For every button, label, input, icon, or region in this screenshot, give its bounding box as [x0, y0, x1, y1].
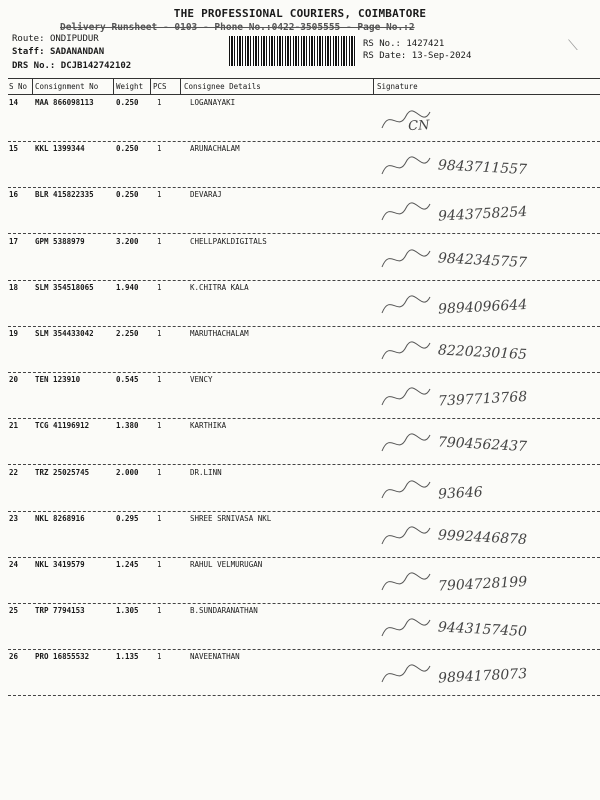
row-consignee: MARUTHACHALAM: [190, 329, 249, 338]
staff-value: SADANANDAN: [49, 47, 105, 57]
row-sno: 17: [9, 236, 19, 246]
table-row: [0, 190, 600, 236]
handwritten-signature: [378, 329, 600, 373]
signature-phone-text: 9443758254: [437, 204, 528, 225]
row-consignee: LOGANAYAKI: [190, 98, 236, 107]
row-pcs: 1: [157, 98, 162, 107]
col-header-pcs: PCS: [153, 82, 167, 91]
table-row: [0, 652, 600, 698]
row-consignee: DR.LINN: [190, 467, 222, 477]
row-divider: [8, 464, 600, 465]
signature-phone-text: CN: [407, 118, 430, 135]
rs-no-line: [363, 39, 444, 49]
row-divider: [8, 511, 600, 512]
row-weight: 2.000: [116, 467, 139, 477]
runsheet-subtitle: [60, 22, 415, 33]
signature-scribble: [382, 527, 430, 544]
row-consignment-no: TRP 7794153: [35, 606, 85, 616]
handwritten-signature: [378, 560, 600, 604]
signature-scribble: [382, 665, 430, 682]
row-consignment-no: SLM 354433042: [35, 329, 94, 338]
row-sno: 15: [9, 144, 19, 154]
row-weight: 0.295: [116, 513, 139, 523]
signature-phone-text: 8220230165: [437, 342, 528, 364]
handwritten-signature: [378, 514, 600, 558]
table-row: [0, 98, 600, 144]
signature-scribble: [382, 573, 430, 590]
barcode: [229, 36, 357, 66]
row-weight: 1.305: [116, 606, 139, 616]
row-weight: 0.250: [116, 190, 139, 200]
row-divider: [8, 326, 600, 327]
table-row: [0, 237, 600, 283]
col-header-consignee: Consignee Details: [184, 82, 261, 91]
row-divider: [8, 418, 600, 419]
row-sno: 25: [9, 606, 19, 616]
staff-line: [12, 47, 104, 57]
signature-scribble: [382, 157, 430, 174]
drs-line: [12, 61, 131, 71]
row-pcs: 1: [157, 560, 162, 569]
row-weight: 0.545: [116, 375, 139, 385]
row-pcs: 1: [157, 282, 162, 292]
handwritten-signature: [378, 375, 600, 419]
table-row: [0, 283, 600, 329]
row-sno: 16: [9, 190, 19, 200]
page-title: THE PROFESSIONAL COURIERS, COIMBATORE: [173, 7, 427, 20]
row-consignee: RAHUL VELMURUGAN: [190, 560, 263, 569]
row-weight: 0.250: [116, 144, 139, 154]
row-consignment-no: BLR 415822335: [35, 190, 94, 200]
col-header-signature: Signature: [377, 82, 418, 91]
route-line: [12, 34, 99, 44]
signature-scribble: [382, 342, 430, 359]
row-consignee: B.SUNDARANATHAN: [190, 606, 258, 616]
row-sno: 26: [9, 652, 19, 662]
row-consignment-no: TEN 123910: [35, 375, 81, 385]
signature-scribble: [382, 388, 430, 405]
table-row: [0, 468, 600, 514]
row-pcs: 1: [157, 329, 162, 338]
table-row: [0, 144, 600, 190]
row-consignee: VENCY: [190, 375, 213, 385]
signature-phone-text: 7904728199: [437, 573, 528, 595]
signature-phone-text: 7397713768: [437, 389, 528, 410]
rs-date-value: 13-Sep-2024: [411, 51, 472, 61]
signature-scribble: [382, 434, 430, 451]
row-consignee: K.CHITRA KALA: [190, 282, 249, 292]
row-sno: 24: [9, 560, 19, 569]
row-sno: 22: [9, 467, 19, 477]
handwritten-signature: [378, 468, 600, 512]
signature-phone-text: 9443157450: [437, 619, 528, 641]
col-divider: [32, 78, 33, 94]
signature-phone-text: 93646: [437, 483, 484, 503]
row-consignee: DEVARAJ: [190, 190, 222, 200]
route-label: Route:: [12, 34, 45, 44]
row-consignee: CHELLPAKLDIGITALS: [190, 236, 267, 246]
handwritten-signature: [378, 144, 600, 188]
col-header-weight: Weight: [116, 82, 144, 91]
handwritten-signature: [378, 237, 600, 281]
row-divider: [8, 372, 600, 373]
table-header-rule: [8, 94, 600, 95]
col-divider: [180, 78, 181, 94]
row-sno: 21: [9, 421, 19, 431]
col-divider: [150, 78, 151, 94]
row-pcs: 1: [157, 467, 162, 477]
row-consignment-no: NKL 3419579: [35, 560, 85, 569]
table-row: [0, 329, 600, 375]
row-consignee: NAVEENATHAN: [190, 652, 240, 662]
staff-label: Staff:: [12, 47, 45, 57]
corner-mark-icon: ⟍: [568, 38, 578, 54]
row-consignment-no: TRZ 25025745: [35, 467, 90, 477]
row-consignee: ARUNACHALAM: [190, 144, 240, 154]
col-header-consignment: Consignment No: [35, 82, 99, 91]
table-row: [0, 606, 600, 652]
row-consignee: SHREE SRNIVASA NKL: [190, 513, 272, 523]
runsheet-subtitle-text: Delivery Runsheet - 0103 - Phone No.:0422-3505555 - Page No.:2: [60, 22, 415, 33]
rs-date-label: RS Date:: [363, 51, 407, 61]
rs-no-value: 1427421: [406, 39, 445, 49]
row-sno: 23: [9, 513, 19, 523]
row-divider: [8, 141, 600, 142]
drs-value: DCJB142742102: [60, 61, 132, 71]
row-sno: 20: [9, 375, 19, 385]
row-divider: [8, 649, 600, 650]
signature-phone-text: 9894096644: [437, 296, 528, 318]
signature-phone-text: 9894178073: [437, 666, 528, 687]
table-row: [0, 560, 600, 606]
row-pcs: 1: [157, 606, 162, 616]
row-weight: 1.380: [116, 421, 139, 431]
row-consignment-no: SLM 354518065: [35, 282, 94, 292]
table-row: [0, 421, 600, 467]
row-consignment-no: PRO 16855532: [35, 652, 90, 662]
row-weight: 1.135: [116, 652, 139, 662]
signature-scribble: [382, 249, 430, 266]
signature-scribble: [382, 480, 430, 497]
signature-scribble: [382, 203, 430, 220]
row-divider: [8, 603, 600, 604]
handwritten-signature: [378, 98, 600, 142]
row-weight: 2.250: [116, 329, 139, 338]
row-divider: [8, 695, 600, 696]
table-top-rule: [8, 78, 600, 79]
signature-phone-text: 9992446878: [437, 527, 528, 548]
col-divider: [113, 78, 114, 94]
table-row: [0, 375, 600, 421]
signature-scribble: [382, 619, 430, 636]
row-weight: 3.200: [116, 236, 139, 246]
row-divider: [8, 187, 600, 188]
row-divider: [8, 280, 600, 281]
row-consignee: KARTHIKA: [190, 421, 227, 431]
row-weight: 1.940: [116, 282, 139, 292]
row-pcs: 1: [157, 375, 162, 385]
col-divider: [373, 78, 374, 94]
row-sno: 19: [9, 329, 19, 338]
handwritten-signature: [378, 421, 600, 465]
drs-label: DRS No.:: [12, 61, 56, 71]
row-pcs: 1: [157, 144, 162, 154]
table-row: [0, 514, 600, 560]
handwritten-signature: [378, 190, 600, 234]
row-consignment-no: NKL 8268916: [35, 513, 85, 523]
col-header-sno: S No: [9, 82, 28, 91]
row-weight: 1.245: [116, 560, 139, 569]
signature-phone-text: 7904562437: [437, 434, 528, 456]
row-divider: [8, 557, 600, 558]
handwritten-signature: [378, 652, 600, 696]
rs-no-label: RS No.:: [363, 39, 401, 49]
row-pcs: 1: [157, 190, 162, 200]
row-consignment-no: GPM 5388979: [35, 236, 85, 246]
handwritten-signature: [378, 606, 600, 650]
signature-phone-text: 9842345757: [437, 249, 528, 271]
row-pcs: 1: [157, 421, 162, 431]
row-weight: 0.250: [116, 98, 139, 107]
row-pcs: 1: [157, 513, 162, 523]
handwritten-signature: [378, 283, 600, 327]
route-value: ONDIPUDUR: [49, 34, 99, 44]
row-consignment-no: TCG 41196912: [35, 421, 90, 431]
signature-phone-text: 9843711557: [437, 157, 528, 179]
row-sno: 14: [9, 98, 19, 107]
row-pcs: 1: [157, 652, 162, 662]
row-sno: 18: [9, 282, 19, 292]
signature-scribble: [382, 296, 430, 313]
row-divider: [8, 233, 600, 234]
row-consignment-no: KKL 1399344: [35, 144, 85, 154]
row-consignment-no: MAA 866098113: [35, 98, 94, 107]
row-pcs: 1: [157, 236, 162, 246]
rs-date-line: [363, 51, 471, 61]
